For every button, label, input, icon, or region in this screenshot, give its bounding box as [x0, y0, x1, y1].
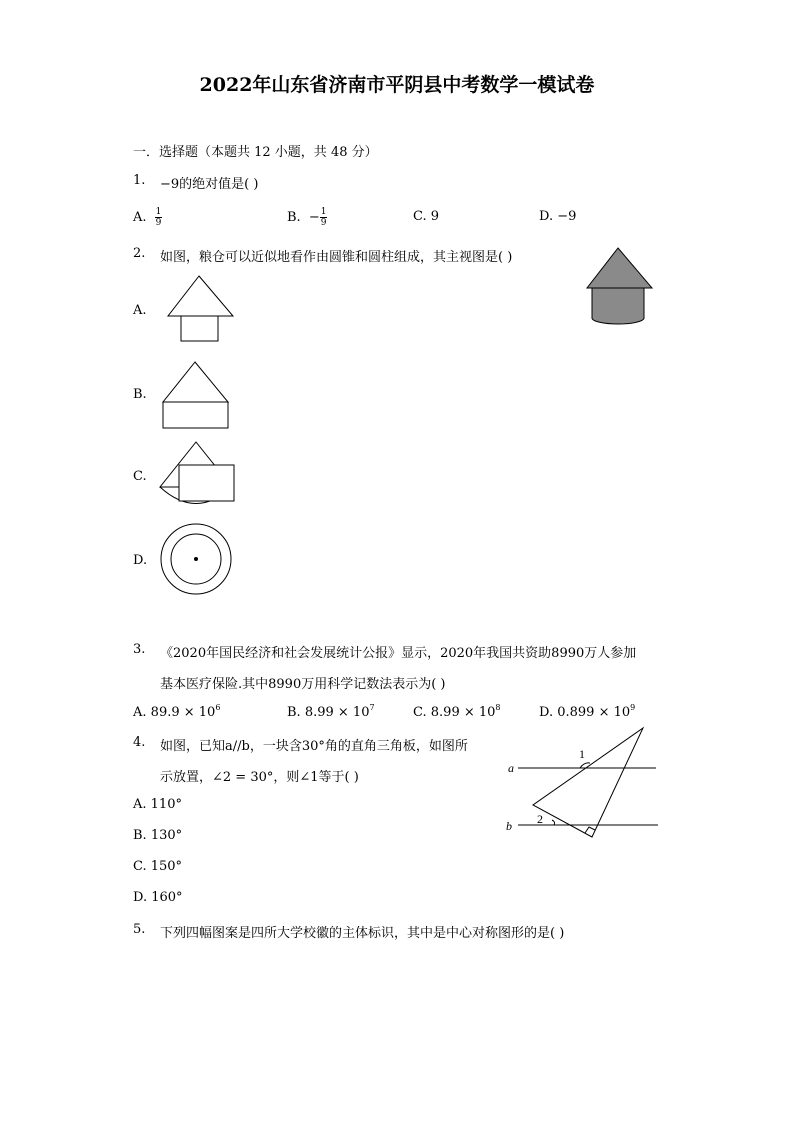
q4-option-c: C. 150°: [133, 859, 183, 874]
q4-option-a: A. 110°: [133, 797, 182, 812]
q2-option-c-label: C.: [133, 469, 147, 484]
q2-number: 2.: [133, 246, 146, 261]
q3-option-c: C. $8.99 \times 10^8$: [413, 703, 501, 720]
q1-option-b: B. − $\frac{1}{9}$: [287, 207, 327, 228]
q3-option-b: B. $8.99 \times 10^7$: [287, 703, 375, 720]
q2-option-d-label: D.: [133, 553, 148, 568]
q2-option-d-figure: [159, 523, 235, 599]
triangle: [533, 728, 643, 837]
page-title: 2022年山东省济南市平阴县中考数学一模试卷: [199, 74, 595, 96]
q2-text: 如图，粮仓可以近似地看作由圆锥和圆柱组成，其主视图是( ): [160, 250, 513, 265]
q2-option-a-label: A.: [133, 303, 147, 318]
q2-option-a-figure: [166, 274, 236, 344]
q1-number: 1.: [133, 173, 146, 188]
q4-text-line1: 如图，已知a//b，一块含30°角的直角三角板，如图所: [160, 739, 468, 754]
q2-option-b-label: B.: [133, 387, 147, 402]
section-heading: 一．选择题（本题共 12 小题，共 48 分）: [133, 145, 378, 160]
q3-option-a: A. $89.9 \times 10^6$: [133, 703, 221, 720]
q5-text: 下列四幅图案是四所大学校徽的主体标识，其中是中心对称图形的是( ): [160, 926, 565, 941]
q2-option-b-figure: [161, 360, 233, 430]
q1-option-a: A. $\frac{1}{9}$: [133, 207, 162, 228]
q4-text-line2: 示放置，∠2 = 30°，则∠1等于( ): [160, 770, 359, 785]
label-angle-2: 2: [537, 812, 543, 826]
granary-figure: [585, 246, 655, 328]
q3-number: 3.: [133, 642, 146, 657]
q1-option-c: C. 9: [413, 209, 440, 224]
q1-option-d: D. −9: [539, 209, 577, 224]
q4-option-b: B. 130°: [133, 828, 183, 843]
q1-text: −9的绝对值是( ): [160, 177, 259, 192]
label-a: a: [508, 761, 514, 775]
q4-option-d: D. 160°: [133, 890, 183, 905]
q3-option-d: D. $0.899 \times 10^9$: [539, 703, 636, 720]
q3-text-line1: 《2020年国民经济和社会发展统计公报》显示，2020年我国共资助8990万人参加: [160, 646, 637, 661]
q3-text-line2: 基本医疗保险.其中8990万用科学记数法表示为( ): [160, 677, 446, 692]
q5-number: 5.: [133, 922, 146, 937]
label-b: b: [506, 819, 512, 833]
q4-number: 4.: [133, 735, 146, 750]
q2-option-c-figure: [158, 440, 238, 508]
label-angle-1: 1: [579, 747, 585, 761]
q4-figure: [500, 722, 665, 847]
